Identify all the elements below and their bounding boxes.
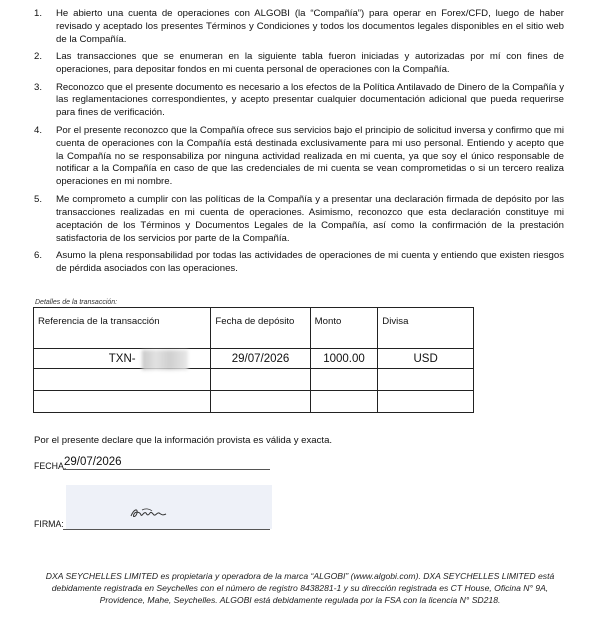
empty-cell	[310, 369, 378, 391]
term-text: He abierto una cuenta de operaciones con ALGOBI (la “Compañía”) para operar en Forex/CFD, luego de haber revisado y aceptado los presentes Términos y Condiciones y todos los documentos legales disponibles en el sitio web de la Compañía.	[56, 8, 564, 45]
table-row	[34, 369, 474, 391]
header-reference: Referencia de la transacción	[34, 308, 211, 349]
header-currency: Divisa	[378, 308, 474, 349]
term-text: Reconozco que el presente documento es necesario a los efectos de la Política Antilavado de Dinero de la Compañía y las reglamentaciones correspondientes, y acepto presentar cualquier documentación adicional que pueda requerirse para fines de verificación.	[56, 81, 564, 119]
cell-currency: USD	[378, 349, 474, 369]
term-item	[34, 51, 564, 77]
empty-cell	[378, 391, 474, 413]
empty-cell	[34, 369, 211, 391]
transaction-table	[33, 307, 474, 413]
date-label: FECHA:	[34, 461, 67, 471]
term-number: 1.	[34, 8, 43, 19]
term-text: Las transacciones que se enumeran en la siguiente tabla fueron iniciadas y autorizadas por mí con fines de operaciones, para depositar fondos en mi cuenta personal de operaciones con la Compañía.	[56, 51, 564, 76]
empty-cell	[34, 391, 211, 413]
term-number: 3.	[34, 81, 43, 93]
term-number: 6.	[34, 249, 43, 261]
term-item	[34, 8, 564, 47]
table-row	[34, 349, 474, 369]
term-item	[34, 194, 564, 246]
empty-cell	[211, 391, 310, 413]
signature-label: FIRMA:	[34, 519, 64, 529]
table-row	[34, 391, 474, 413]
term-text: Por el presente reconozco que la Compañía ofrece sus servicios bajo el principio de solicitud inversa y confirmo que mi cuenta de operaciones con la Compañía está destinada exclusivamente para mi uso personal. Entiendo y acepto que la Compañía no se responsabiliza por ninguna actividad realizada en mi cuenta, ya que soy el único responsable de notificar a la Compañía en caso de que las credenciales de mi cuenta se vean comprometidas o si un tercero realiza operaciones en mi nombre.	[56, 124, 564, 188]
term-number: 5.	[34, 193, 43, 205]
footer-legal-text: DXA SEYCHELLES LIMITED es propietaria y operadora de la marca “ALGOBI” (www.algobi.com). DXA SEYCHELLES LIMITED está debidamente registrada en Seychelles con el número de registro 8438281-1 y su dirección registrada es CT House, Oficina N° 9A, Providence, Mahe, Seychelles. ALGOBI está debidamente regulada por la FSA con la licencia N° SD218.	[45, 571, 555, 605]
term-item	[34, 250, 564, 276]
term-item	[34, 82, 564, 121]
cell-reference	[34, 349, 211, 369]
date-value: 29/07/2026	[64, 456, 122, 468]
empty-cell	[310, 391, 378, 413]
transaction-caption: Detalles de la transacción:	[35, 299, 118, 306]
term-text: Me comprometo a cumplir con las políticas de la Compañía y a presentar una declaración firmada de depósito por las transacciones realizadas en mi cuenta de operaciones. Asimismo, reconozco que esta declaración constituye mi aceptación de los Términos y Documentos Legales de la Compañía, así como la confirmación de la prestación satisfactoria de los servicios por parte de la Compañía.	[56, 193, 564, 244]
reference-value: TXN-	[108, 352, 136, 365]
term-text: Asumo la plena responsabilidad por todas las actividades de operaciones de mi cuenta y entiendo que existen riesgos de pérdida asociados con las operaciones.	[56, 249, 564, 274]
signature-line	[63, 529, 270, 530]
cell-amount: 1000.00	[310, 349, 378, 369]
table-header-row	[34, 308, 474, 349]
declaration-text: Por el presente declare que la información provista es válida y exacta.	[34, 435, 333, 446]
empty-cell	[378, 369, 474, 391]
date-line	[63, 469, 270, 470]
cell-date: 29/07/2026	[211, 349, 310, 369]
signature-image	[128, 505, 170, 521]
header-deposit-date: Fecha de depósito	[211, 308, 310, 349]
term-number: 4.	[34, 124, 43, 136]
term-number: 2.	[34, 51, 43, 63]
empty-cell	[211, 369, 310, 391]
terms-list	[34, 8, 564, 280]
term-item	[34, 125, 564, 190]
header-amount: Monto	[310, 308, 378, 349]
redaction-blur	[142, 350, 188, 370]
